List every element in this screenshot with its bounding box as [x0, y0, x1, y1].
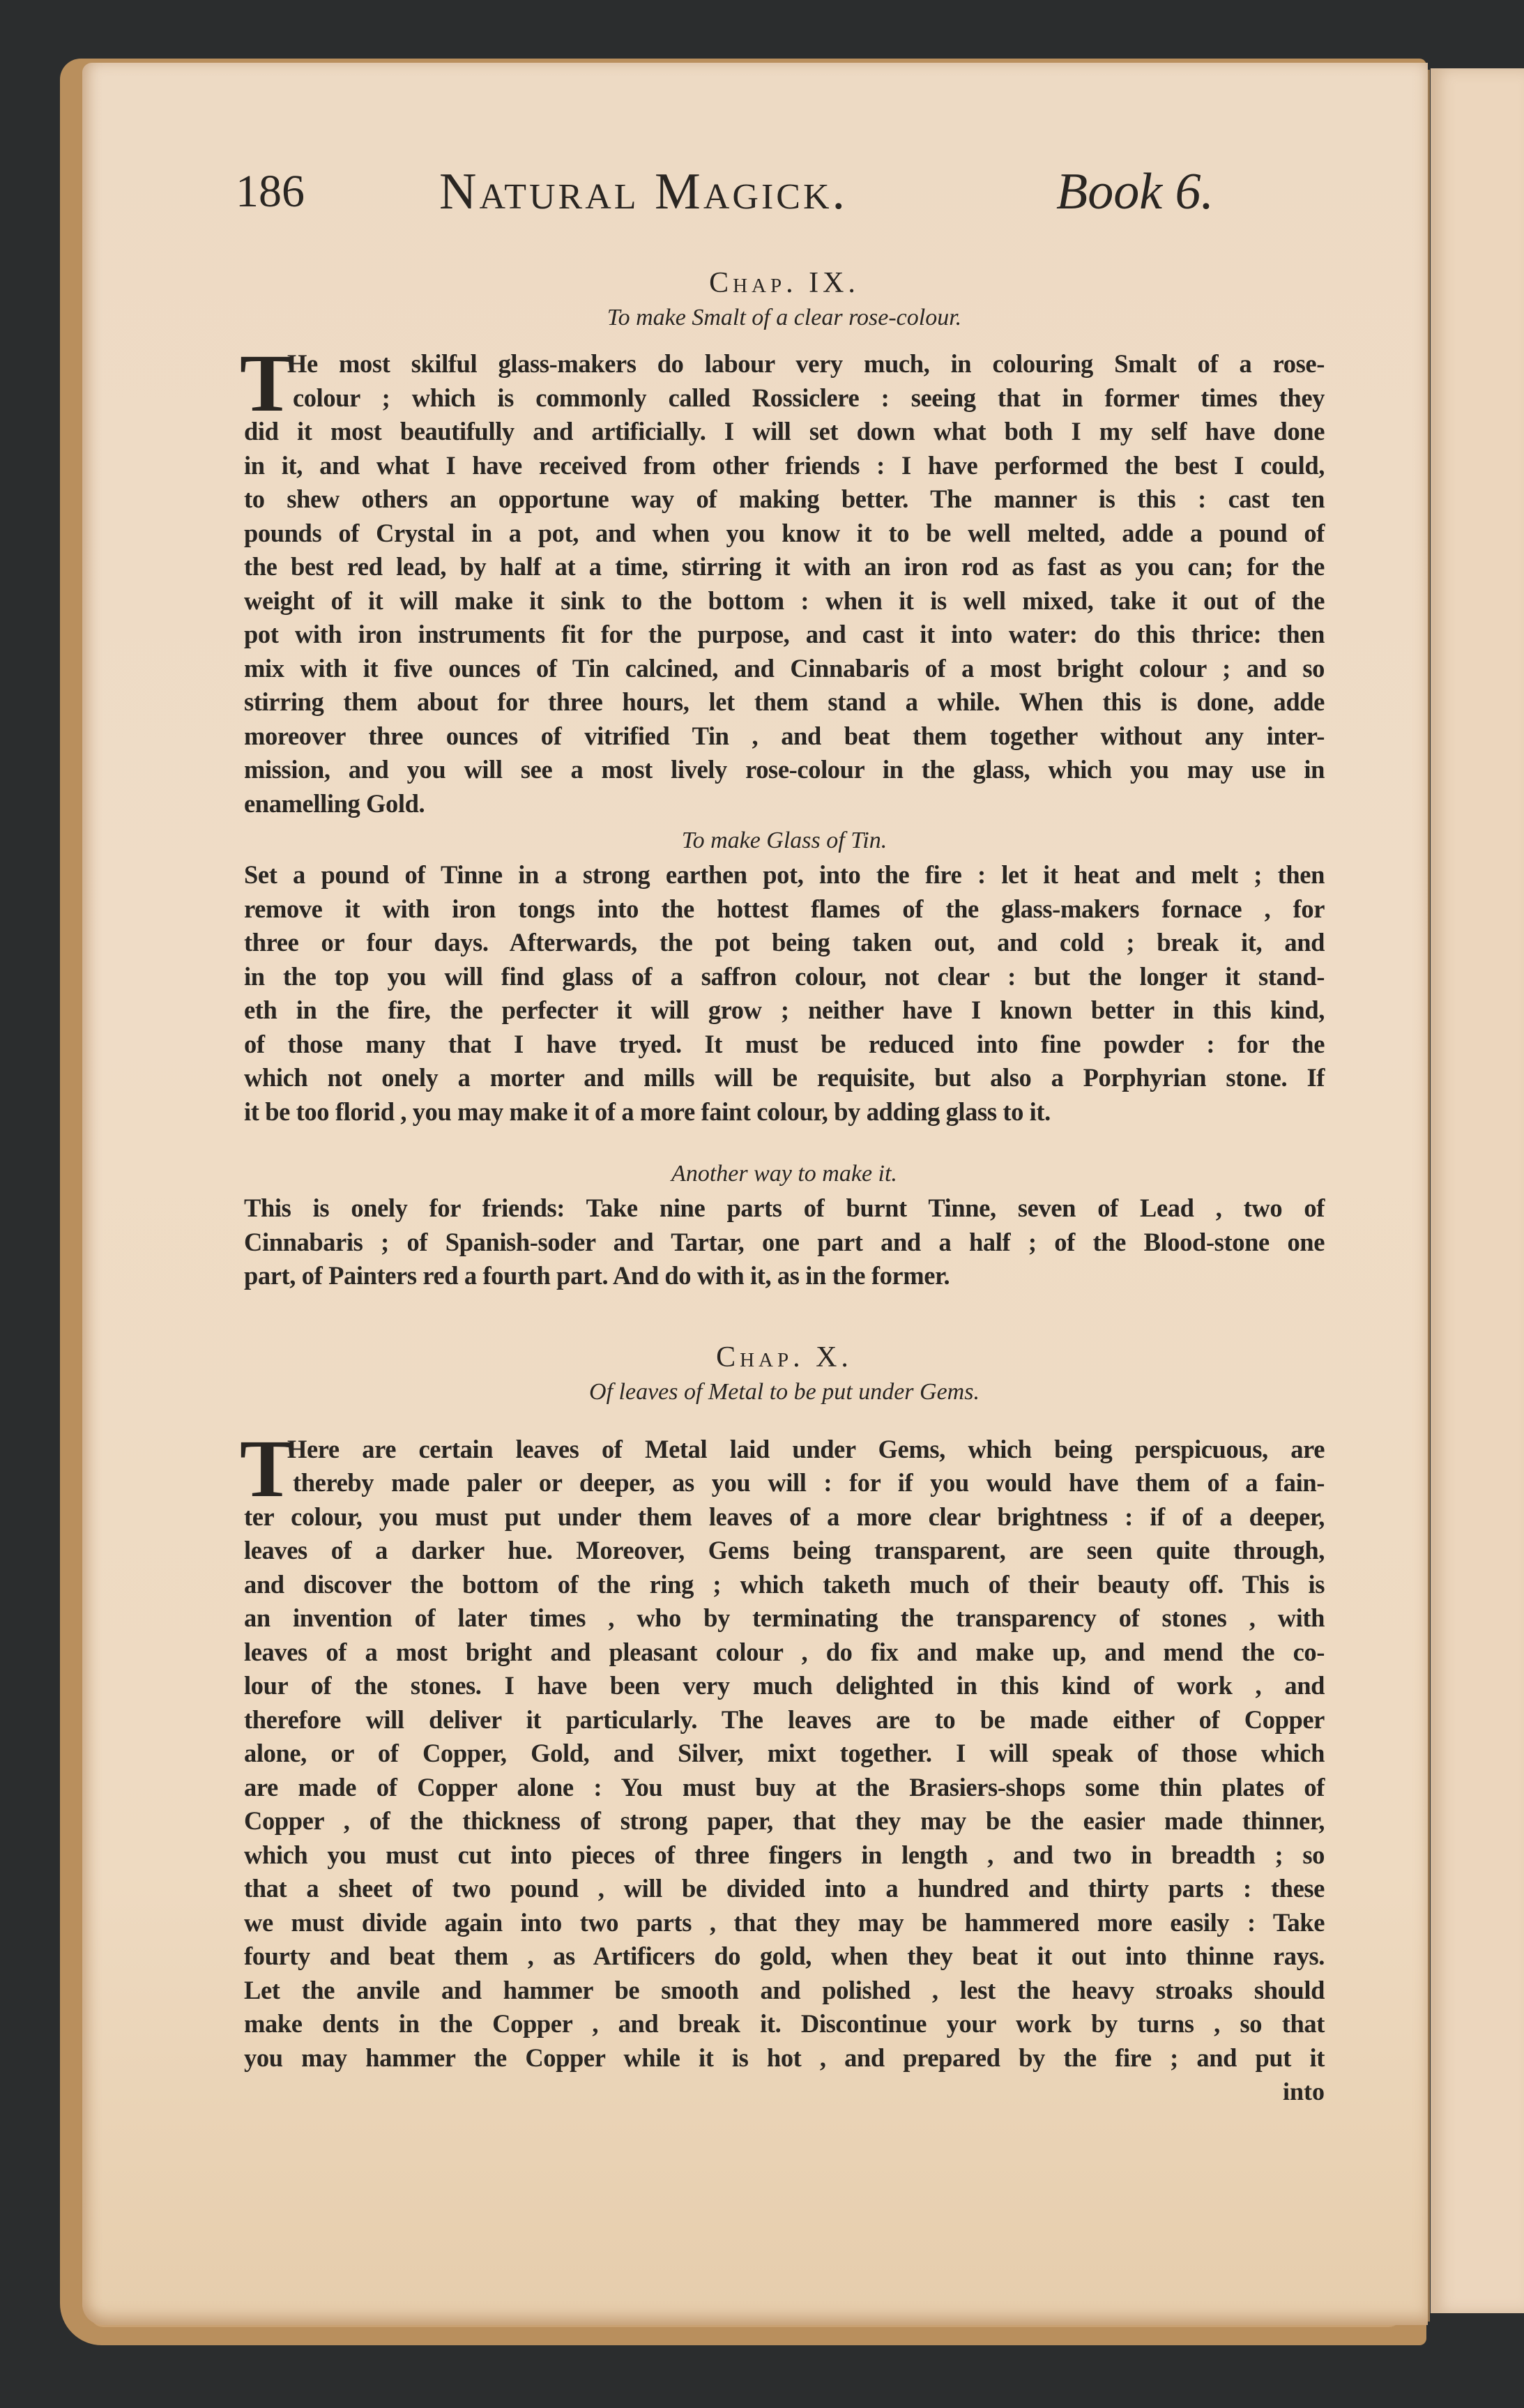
- catchword: into: [1282, 2078, 1325, 2105]
- text-line: fourty and beat them , as Artificers do gold, when they beat it out into thinne rays.: [244, 1942, 1325, 1970]
- text-line: did it most beautifully and artificially. I will set down what both I my self have done: [244, 417, 1325, 445]
- text-line: and discover the bottom of the ring ; which taketh much of their beauty off. This is: [244, 1569, 1325, 1599]
- book-title: Natural Magick.: [439, 163, 848, 220]
- text-line: of those many that I have tryed. It must be reduced into fine powder : for the: [244, 1029, 1325, 1058]
- chapter-x-subtitle: Of leaves of Metal to be put under Gems.: [589, 1378, 980, 1405]
- text-line: part, of Painters red a fourth part. And do with it, as in the former.: [244, 1261, 950, 1290]
- text-line: enamelling Gold.: [244, 788, 425, 818]
- chapter-x-body: [244, 1500, 1325, 2075]
- section-heading-glass-of-tin: To make Glass of Tin.: [681, 828, 887, 853]
- text-line: Cinnabaris ; of Spanish-soder and Tartar, one part and a half ; of the Blood-stone one: [244, 1227, 1325, 1256]
- text-line: the best red lead, by half at a time, stirring it with an iron rod as fast as you can; for the: [244, 552, 1325, 581]
- text-line: thereby made paler or deeper, as you will : for if you would have them of a fain-: [293, 1468, 1325, 1497]
- text-line: He most skilful glass-makers do labour very much, in colouring Smalt of a rose-: [287, 349, 1325, 378]
- text-line: remove it with iron tongs into the hottest flames of the glass-makers fornace , for: [244, 894, 1325, 923]
- text-line: colour ; which is commonly called Rossiclere : seeing that in former times they: [293, 383, 1325, 412]
- text-line: make dents in the Copper , and break it. Discontinue your work by turns , so that: [244, 2009, 1325, 2038]
- section-another-way-body: [244, 1191, 1325, 1293]
- text-line: mission, and you will see a most lively rose-colour in the glass, which you may use in: [244, 755, 1325, 784]
- chapter-x-paragraph: [240, 1422, 1325, 1514]
- text-line: which you must cut into pieces of three fingers in length , and two in breadth ; so: [244, 1840, 1325, 1869]
- text-line: an invention of later times , who by terminating the transparency of stones , with: [244, 1603, 1325, 1632]
- section-glass-of-tin-body: [244, 858, 1325, 1129]
- text-line: pounds of Crystal in a pot, and when you know it to be well melted, adde a pound of: [244, 518, 1325, 547]
- text-line: Here are certain leaves of Metal laid under Gems, which being perspicuous, are: [287, 1434, 1325, 1463]
- section-heading-another-way: Another way to make it.: [671, 1161, 897, 1187]
- text-line: you may hammer the Copper while it is hot , and prepared by the fire ; and put it: [244, 2043, 1325, 2072]
- text-line: in the top you will find glass of a saffron colour, not clear : but the longer it stand-: [244, 961, 1325, 991]
- text-line: in it, and what I have received from other friends : I have performed the best I could,: [244, 450, 1325, 480]
- drop-cap: T: [240, 1422, 295, 1514]
- page-content: [236, 160, 1325, 2108]
- text-line: leaves of a most bright and pleasant colour , do fix and make up, and mend the co-: [244, 1637, 1325, 1666]
- text-line: leaves of a darker hue. Moreover, Gems being transparent, are seen quite through,: [244, 1536, 1325, 1564]
- drop-cap: T: [240, 337, 295, 429]
- text-line: ter colour, you must put under them leaves of a more clear brightness : if of a deeper,: [244, 1502, 1325, 1531]
- text-line: stirring them about for three hours, let them stand a while. When this is done, adde: [244, 687, 1325, 716]
- text-line: that a sheet of two pound , will be divided into a hundred and thirty parts : these: [244, 1874, 1325, 1903]
- text-line: are made of Copper alone : You must buy at the Brasiers-shops some thin plates of: [244, 1772, 1325, 1801]
- text-line: therefore will deliver it particularly. The leaves are to be made either of Copper: [244, 1705, 1325, 1734]
- text-line: Copper , of the thickness of strong paper, that they may be the easier made thinner,: [244, 1806, 1325, 1835]
- text-line: it be too florid , you may make it of a more faint colour, by adding glass to it.: [244, 1097, 1051, 1126]
- text-line: pot with iron instruments fit for the purpose, and cast it into water: do this thrice: then: [244, 620, 1325, 648]
- text-line: we must divide again into two parts , that they may be hammered more easily : Take: [244, 1907, 1325, 1937]
- text-line: mix with it five ounces of Tin calcined, and Cinnabaris of a most bright colour ; and so: [244, 653, 1325, 683]
- text-line: weight of it will make it sink to the bottom : when it is well mixed, take it out of the: [244, 586, 1325, 615]
- chapter-ix-paragraph: [240, 337, 1325, 429]
- book-gutter: [1428, 70, 1430, 2322]
- text-line: eth in the fire, the perfecter it will grow ; neither have I known better in this kind,: [244, 996, 1325, 1024]
- page-number: 186: [236, 166, 305, 217]
- text-line: moreover three ounces of vitrified Tin , and beat them together without any inter-: [244, 721, 1325, 750]
- text-line: which not onely a morter and mills will be requisite, but also a Porphyrian stone. If: [244, 1063, 1325, 1092]
- text-line: lour of the stones. I have been very much delighted in this kind of work , and: [244, 1671, 1325, 1700]
- text-line: three or four days. Afterwards, the pot being taken out, and cold ; break it, and: [244, 928, 1325, 957]
- text-line: Set a pound of Tinne in a strong earthen pot, into the fire : let it heat and melt ; then: [244, 860, 1325, 889]
- text-line: alone, or of Copper, Gold, and Silver, mixt together. I will speak of those which: [244, 1739, 1325, 1767]
- facing-page: [1431, 68, 1524, 2313]
- text-line: Let the anvile and hammer be smooth and polished , lest the heavy stroaks should: [244, 1975, 1325, 2004]
- book-number: Book 6.: [1056, 163, 1214, 220]
- chapter-ix-body: [244, 415, 1325, 821]
- chapter-ix-heading: Chap. IX.: [709, 267, 860, 299]
- running-head: [236, 160, 1325, 223]
- text-line: to shew others an opportune way of making better. The manner is this : cast ten: [244, 485, 1325, 513]
- text-line: This is onely for friends: Take nine parts of burnt Tinne, seven of Lead , two of: [244, 1194, 1325, 1222]
- chapter-ix-subtitle: To make Smalt of a clear rose-colour.: [607, 305, 962, 330]
- chapter-x-heading: Chap. X.: [716, 1341, 853, 1373]
